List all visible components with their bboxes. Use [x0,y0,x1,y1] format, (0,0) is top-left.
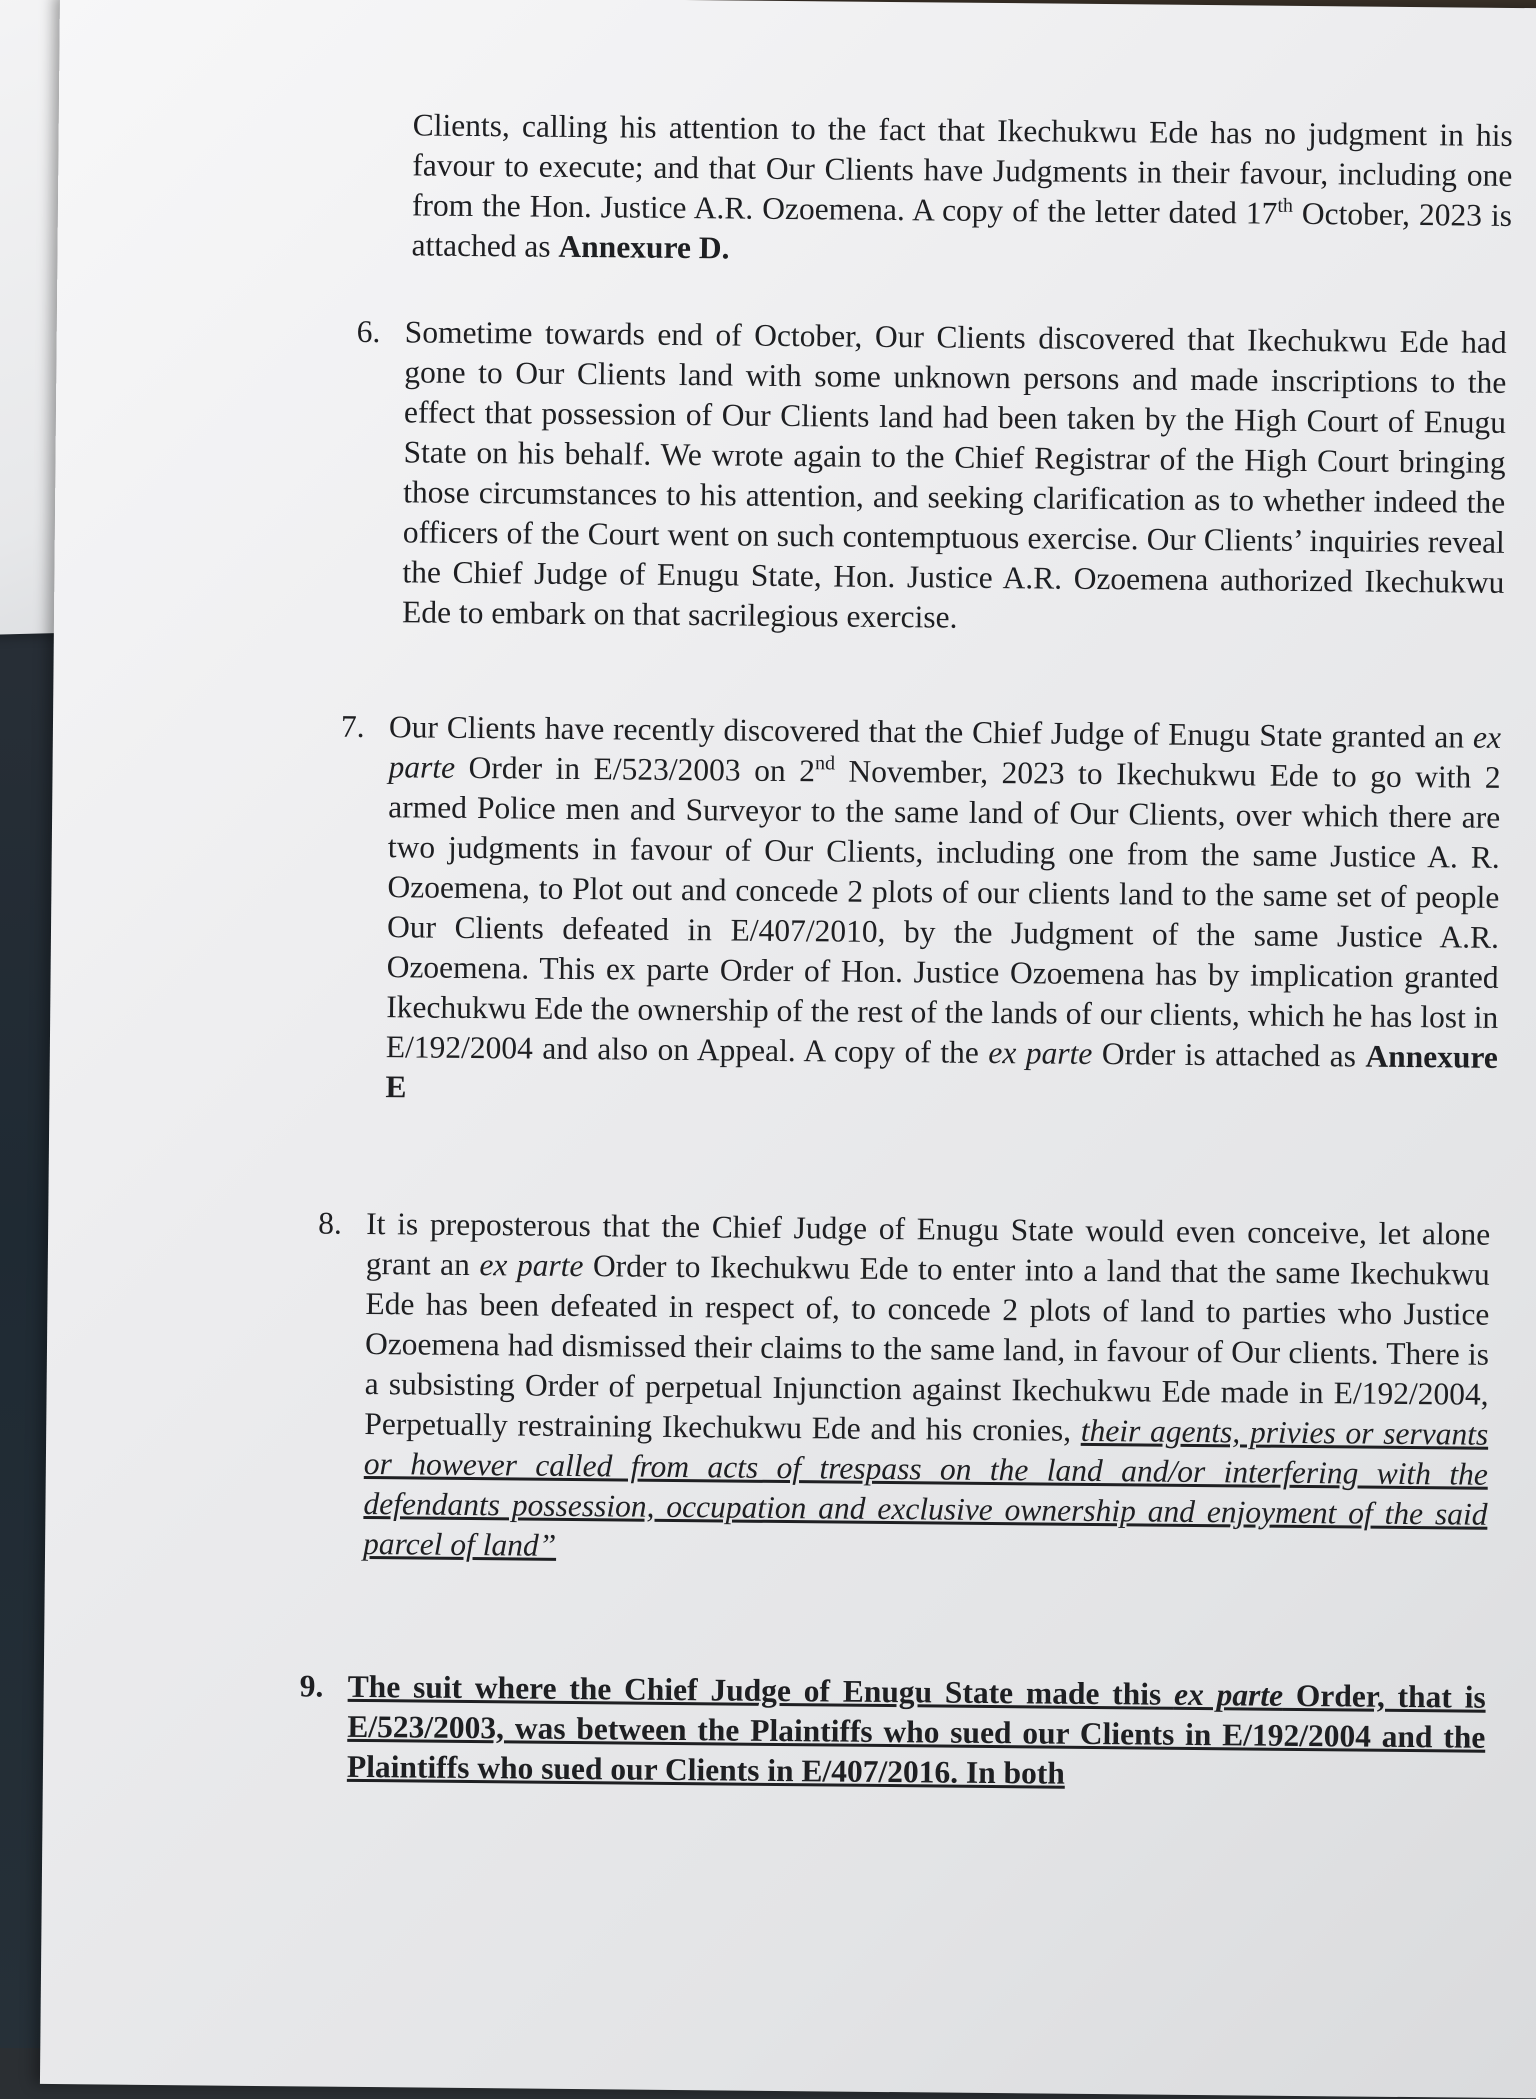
list-item-7 [337,707,1501,1118]
item-text-part: November, 2023 to Ikechukwu Ede to go with 2 armed Police men and Surveyor to the same land of Our Clients, over which there are two judgments in favour of Our Clients, including one from the same Justice A. R. Ozoemena, to Plot out and concede 2 plots of our clients land to the same set of people Our Clients defeated in E/407/2010, by the Judgment of the same Justice A.R. Ozoemena. This ex parte Order of Hon. Justice Ozoemena has by implication granted Ikechukwu Ede the ownership of the rest of the lands of our clients, which he has lost in E/192/2004 and also on Appeal. A copy of the [385,753,1501,1070]
item-number: 7. [340,708,365,744]
date-superscript: nd [814,752,836,775]
item-text-part: Order in E/523/2003 on 2 [454,749,816,789]
list-item-9 [299,1666,1486,1797]
ex-parte-italic: ex parte [1173,1676,1284,1713]
document-page [40,0,1536,2057]
intro-superscript: th [1277,194,1294,217]
intro-paragraph [411,105,1512,276]
ex-parte-italic: ex parte [388,719,1502,785]
annexure-e-label: Annexure E [385,1038,1499,1105]
item-text-bold-underlined [347,1667,1486,1798]
intro-text-continued: October, 2023 is attached as [411,195,1513,264]
item-number: 6. [356,313,381,350]
list-item-6 [354,312,1507,643]
ex-parte-italic: ex parte [479,1247,584,1284]
list-item-8 [315,1204,1490,1575]
item-text-part: Order to Ikechukwu Ede to enter into a land that the same Ikechukwu Ede has been defeated in respect of, to concede 2 plots of land to parties who Justice Ozoemena had dismissed their claims to the same land, in favour of Our clients. There is a subsisting Order of perpetual Injunction against Ikechukwu Ede made in E/192/2004, Perpetually restraining Ikechukwu Ede and his cronies, [364,1248,1490,1448]
item-number: 9. [299,1668,324,1704]
intro-text: Clients, calling his attention to the fact that Ikechukwu Ede has no judgment in his favour to execute; and that Our Clients have Judgments in their favour, including one from the Hon. Justice A.R. Ozoemena. A copy of the letter dated 17 [411,107,1513,231]
ex-parte-italic: ex parte [988,1034,1093,1071]
document-sheet [40,0,1536,2099]
item-text [363,1204,1490,1575]
item-text-part: It is preposterous that the Chief Judge of Enugu State would even conceive, let alone grant an [365,1205,1491,1283]
item-text: Sometime towards end of October, Our Clients discovered that Ikechukwu Ede had gone to Our Clients land with some unknown persons and made inscriptions to the effect that possession of Our Clients land had been taken by the High Court of Enugu State on his behalf. We wrote again to the Chief Registrar of the High Court bringing those circumstances to his attention, and seeking clarification as to whether indeed the officers of the Court went on such contemptuous exercise. Our Clients’ inquiries reveal the Chief Judge of Enugu State, Hon. Justice A.R. Ozoemena authorized Ikechukwu Ede to embark on that sacrilegious exercise. [401,314,1507,635]
annexure-d-label: Annexure D. [558,228,730,266]
item-text-part: Order, that is E/523/2003, was between the Plaintiffs who sued our Clients in E/192/2004 and the Plaintiffs who sued our Clients in E/407/2016. In both [346,1677,1486,1791]
item-number: 8. [318,1205,343,1241]
item-text [385,707,1501,1118]
item-text-part: Our Clients have recently discovered that the Chief Judge of Enugu State granted an [388,709,1474,755]
injunction-quote: their agents, privies or servants or however called from acts of trespass on the land and/or interfering with the defendants possession, occupation and exclusive ownership and enjoyment of the said parcel of land” [362,1412,1489,1563]
item-text-part: Order is attached as [1092,1035,1366,1074]
item-text-part: The suit where the Chief Judge of Enugu State made this [347,1668,1175,1712]
